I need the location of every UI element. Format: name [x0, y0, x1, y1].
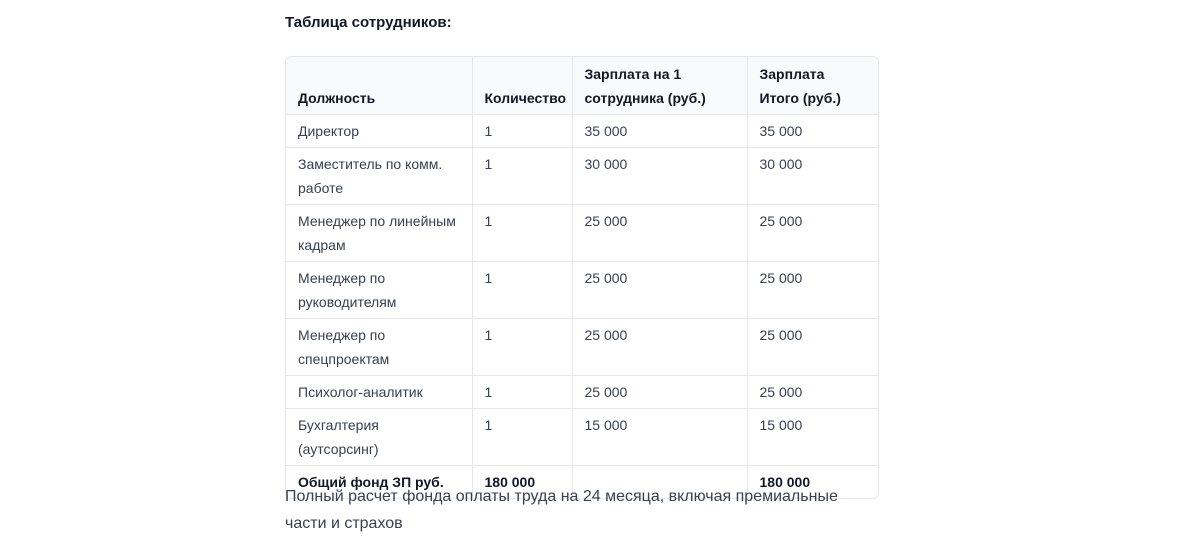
- table-header-row: [286, 57, 878, 115]
- cell-count: 1: [472, 409, 572, 466]
- cell-salary-per-employee: 15 000: [572, 409, 747, 466]
- cell-salary-total: 25 000: [747, 319, 878, 376]
- cell-count: 1: [472, 319, 572, 376]
- cell-count: 1: [472, 376, 572, 409]
- cell-position: Директор: [286, 115, 472, 148]
- cell-salary-per-employee: 25 000: [572, 319, 747, 376]
- cell-total-label: Общий фонд ЗП руб.: [286, 466, 472, 499]
- cell-count: 1: [472, 205, 572, 262]
- cell-salary-per-employee: 25 000: [572, 262, 747, 319]
- column-header-count: Количество: [472, 57, 572, 115]
- cell-salary-total: 15 000: [747, 409, 878, 466]
- cell-salary-total: 25 000: [747, 205, 878, 262]
- cell-count: 1: [472, 148, 572, 205]
- cell-salary-per-employee: 25 000: [572, 376, 747, 409]
- cell-salary-total: 35 000: [747, 115, 878, 148]
- table-row: [286, 115, 878, 148]
- cell-salary-total: 25 000: [747, 262, 878, 319]
- cell-position: Менеджер по руководителям: [286, 262, 472, 319]
- column-header-salary-total: Зарплата Итого (руб.): [747, 57, 878, 115]
- cell-count: 1: [472, 262, 572, 319]
- cell-count: 1: [472, 115, 572, 148]
- summary-paragraph: Полный расчет фонда оплаты труда на 24 месяца, включая премиальные части и страхов: [285, 488, 838, 532]
- cell-total-salary: 180 000: [759, 474, 811, 490]
- cell-salary-total: 30 000: [747, 148, 878, 205]
- table-row: [286, 148, 878, 205]
- table-row: [286, 376, 878, 409]
- cell-salary-per-employee: 30 000: [572, 148, 747, 205]
- table-row: [286, 205, 878, 262]
- cell-total-count: 180 000: [472, 466, 572, 499]
- cell-position: Заместитель по комм. работе: [286, 148, 472, 205]
- cell-position: Менеджер по спецпроектам: [286, 319, 472, 376]
- cell-salary-per-employee: 35 000: [572, 115, 747, 148]
- cell-position: Психолог-аналитик: [286, 376, 472, 409]
- employees-table: [285, 56, 879, 499]
- column-header-salary-per-employee: Зарплата на 1 сотрудника (руб.): [572, 57, 747, 115]
- table-row: [286, 409, 878, 466]
- cell-position: Бухгалтерия (аутсорсинг): [286, 409, 472, 466]
- table-heading: Таблица сотрудников:: [285, 14, 452, 31]
- table-row: [286, 319, 878, 376]
- cell-position: Менеджер по линейным кадрам: [286, 205, 472, 262]
- cell-salary-total: 25 000: [747, 376, 878, 409]
- cell-salary-per-employee: 25 000: [572, 205, 747, 262]
- table-row: [286, 262, 878, 319]
- column-header-position: Должность: [286, 57, 472, 115]
